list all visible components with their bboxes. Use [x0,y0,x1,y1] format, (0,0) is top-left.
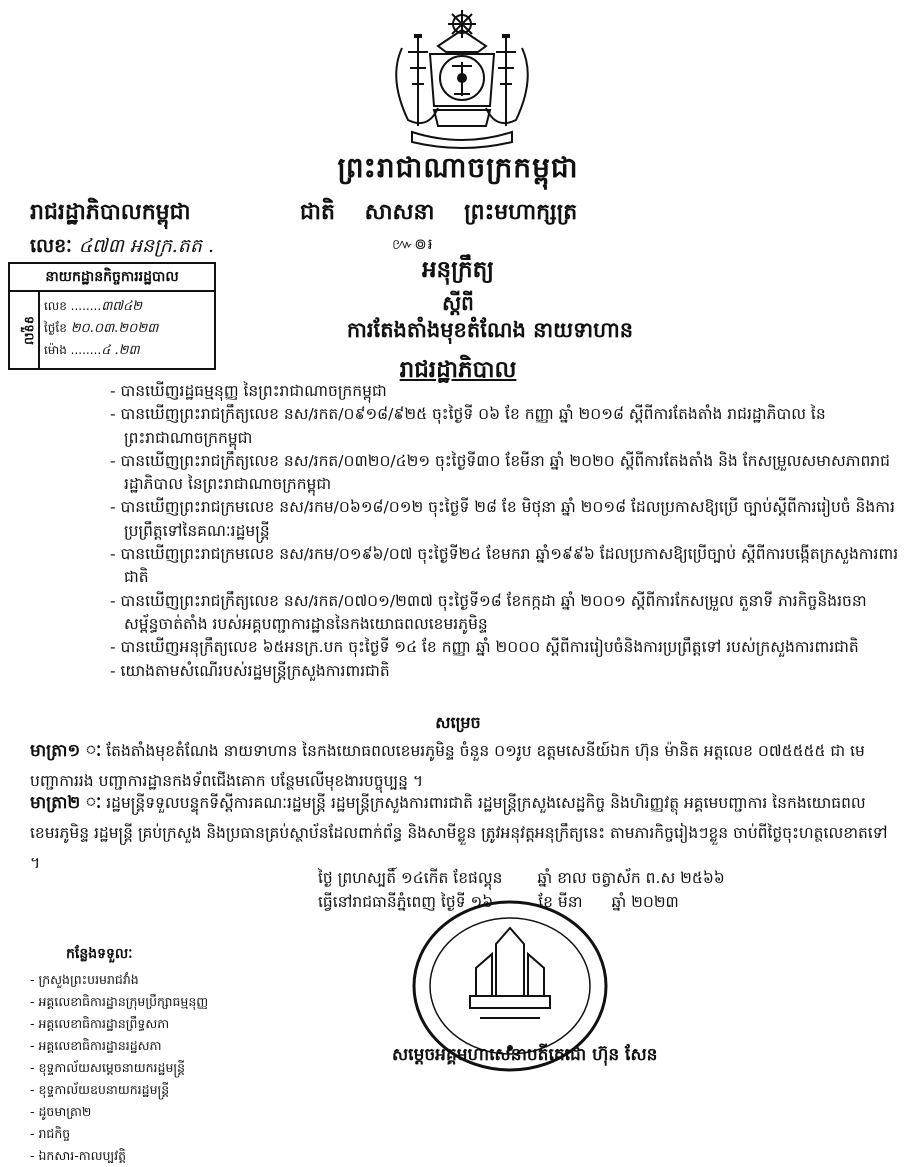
list-item: - ខុទ្ទកាល័យឧបនាយករដ្ឋមន្ត្រី [30,1079,208,1101]
receipt-number-row: លេខ ........៣៧៤២ [44,299,143,314]
recipients-title: កន្លែងទទួលៈ [66,946,133,962]
signatory-name: សម្ដេចអគ្គមហាសេនាបតីតេជោ ហ៊ុន សែន [392,1045,658,1065]
list-item: - អគ្គលេខាធិការដ្ឋានព្រឹទ្ធសភា [30,1013,208,1035]
list-item: - អគ្គលេខាធិការដ្ឋានក្រុមប្រឹក្សាធម្មនុញ្ញ [30,991,208,1013]
document-subject: ការតែងតាំងមុខតំណែង នាយទាហាន [346,318,634,342]
royal-emblem-icon [378,8,546,153]
motto-ornament: ៚៙៛ [392,235,434,253]
list-item: - ក្រសួងព្រះបរមរាជវាំង [30,969,208,991]
preamble-item: - បានឃើញព្រះរាជក្រឹត្យលេខ នស/រកត/០៧០១/២៣៧ ចុះថ្ងៃទី១៨ ខែកក្កដា ឆ្នាំ ២០០១ ស្ដីពីការកែសម្រួល តួនាទី ភារកិច្ចនិងរចនាសម្ព័ន្ធចាត់តាំង របស់អគ្គបញ្ជាការដ្ឋាននៃកងយោធពលខេមរភូមិន្ទ [110,591,867,633]
preamble-item: - បានឃើញព្រះរាជក្រមលេខ នស/រកម/០៦១៨/០១២ ចុះថ្ងៃទី ២៨ ខែ មិថុនា ឆ្នាំ ២០១៨ ដែលប្រកាសឱ្យប្រើ ច្បាប់ស្ដីពីការរៀបចំ និងការប្រព្រឹត្តទៅនៃគណៈរដ្ឋមន្ត្រី [110,498,895,540]
receipt-date-row: ថ្ងៃខែ ២០.០៣.២០២៣ [44,321,159,336]
recipients-list [30,969,208,1167]
list-item: - អគ្គលេខាធិការដ្ឋានរដ្ឋសភា [30,1035,208,1057]
motto-king: ព្រះមហាក្សត្រ [464,200,578,225]
preamble-item: - យោងតាមសំណើរបស់រដ្ឋមន្ត្រីក្រសួងការពារជាតិ [110,661,390,680]
preamble-item: - បានឃើញអនុក្រឹត្យលេខ ៦៥អនក្រ.បក ចុះថ្ងៃទី ១៤ ខែ កញ្ញា ឆ្នាំ ២០០០ ស្ដីពីការរៀបចំនិងការប្រព្រឹត្តទៅ របស់ក្រសួងការពារជាតិ [110,638,859,657]
article-text: តែងតាំងមុខតំណែង នាយទាហាន នៃកងយោធពលខេមរភូមិន្ទ ចំនួន ០១រូប ឧត្តមសេនីយ៍ឯក ហ៊ុន ម៉ានិត អត្តលេខ ០៧៥៥៥៥ ជា មេបញ្ជាការរង បញ្ជាការដ្ឋានកងទ័ពជើងគោក បន្ថែមលើមុខងារបច្ចុប្បន្ន ។ [30,742,865,790]
reference-value: ៤៧៣ អនក្រ.តត . [78,235,215,257]
list-item: - ដូចមាត្រា២ [30,1101,208,1123]
solar-date: ធ្វើនៅរាជធានីភ្នំពេញ ថ្ងៃទី ១៦ ខែ មីនា ឆ្នាំ ២០២៣ [318,893,679,911]
receipt-stamp-title: នាយកដ្ឋានកិច្ចការរដ្ឋបាល [10,264,214,292]
recipients-block [30,944,208,1167]
article-text: រដ្ឋមន្ត្រីទទួលបន្ទុកទីស្ដីការគណៈរដ្ឋមន្ត្រី រដ្ឋមន្ត្រីក្រសួងការពារជាតិ រដ្ឋមន្ត្រីក្រសួងសេដ្ឋកិច្ច និងហិរញ្ញវត្ថុ អគ្គមេបញ្ជាការ នៃកងយោធពលខេមរភូមិន្ទ រដ្ឋមន្ត្រី គ្រប់ក្រសួង និងប្រធានគ្រប់ស្ថាប័នដែលពាក់ព័ន្ធ និងសាមីខ្លួន ត្រូវអនុវត្តអនុក្រឹត្យនេះ តាមភារកិច្ចរៀងៗខ្លួន ចាប់ពីថ្ងៃចុះហត្ថលេខាតទៅ ។ [30,794,888,872]
motto-nation: ជាតិ [300,200,335,225]
article-label: មាត្រា១ ៈ [30,741,102,761]
preamble-item: - បានឃើញព្រះរាជក្រឹត្យលេខ នស/រកត/០៩១៨/៩២៥ ចុះថ្ងៃទី ០៦ ខែ កញ្ញា ឆ្នាំ ២០១៨ ស្ដីពីការតែងតាំង រាជរដ្ឋាភិបាល នៃព្រះរាជាណាចក្រកម្ពុជា [110,405,826,447]
decided-heading: សម្រេច [435,713,481,732]
receipt-stamp-side-label: ទទួល [10,292,40,368]
receipt-time-row: ម៉ោង ........៤ .២៣ [44,343,140,358]
preamble-list [110,380,900,683]
preamble-item: - បានឃើញព្រះរាជក្រមលេខ នស/រកម/០១៩៦/០៧ ចុះថ្ងៃទី២៤ ខែមករា ឆ្នាំ១៩៩៦ ដែលប្រកាសឱ្យប្រើច្បាប់ ស្ដីពីការបង្កើតក្រសួងការពារជាតិ [110,545,899,587]
government-name: រាជរដ្ឋាភិបាលកម្ពុជា [30,200,191,225]
reference-label: លេខៈ [30,235,72,257]
national-motto [300,198,577,230]
list-item: - ឯកសារ-កាលប្បវត្តិ [30,1145,208,1167]
lunar-date: ថ្ងៃ ព្រហស្បតិ៍ ១៤កើត ខែផល្គុន ឆ្នាំ ខាល ចត្វាស័ក ព.ស ២៥៦៦ [318,869,725,887]
preamble-item: - បានឃើញព្រះរាជក្រឹត្យលេខ នស/រកត/០៣២០/៤២១ ចុះថ្ងៃទី៣០ ខែមីនា ឆ្នាំ ២០២០ ស្ដីពីការតែងតាំង និង កែសម្រួលសមាសភាពរាជរដ្ឋាភិបាល នៃព្រះរាជាណាចក្រកម្ពុជា [110,451,890,494]
preamble-item: - បានឃើញរដ្ឋធម្មនុញ្ញ នៃព្រះរាជាណាចក្រកម្ពុជា [110,382,387,400]
kingdom-title: ព្រះរាជាណាចក្រកម្ពុជា [337,151,579,184]
list-item: - រាជកិច្ច [30,1123,208,1145]
document-type: អនុក្រឹត្យ [421,257,495,283]
article-label: មាត្រា២ ៈ [30,793,102,813]
issuing-authority: រាជរដ្ឋាភិបាល [399,357,517,383]
about-label: ស្ដីពី [442,291,474,315]
list-item: - ខុទ្ទកាល័យសម្ដេចនាយករដ្ឋមន្ត្រី [30,1057,208,1079]
article-2 [30,788,890,878]
motto-religion: សាសនា [364,200,435,225]
article-1 [30,736,890,796]
